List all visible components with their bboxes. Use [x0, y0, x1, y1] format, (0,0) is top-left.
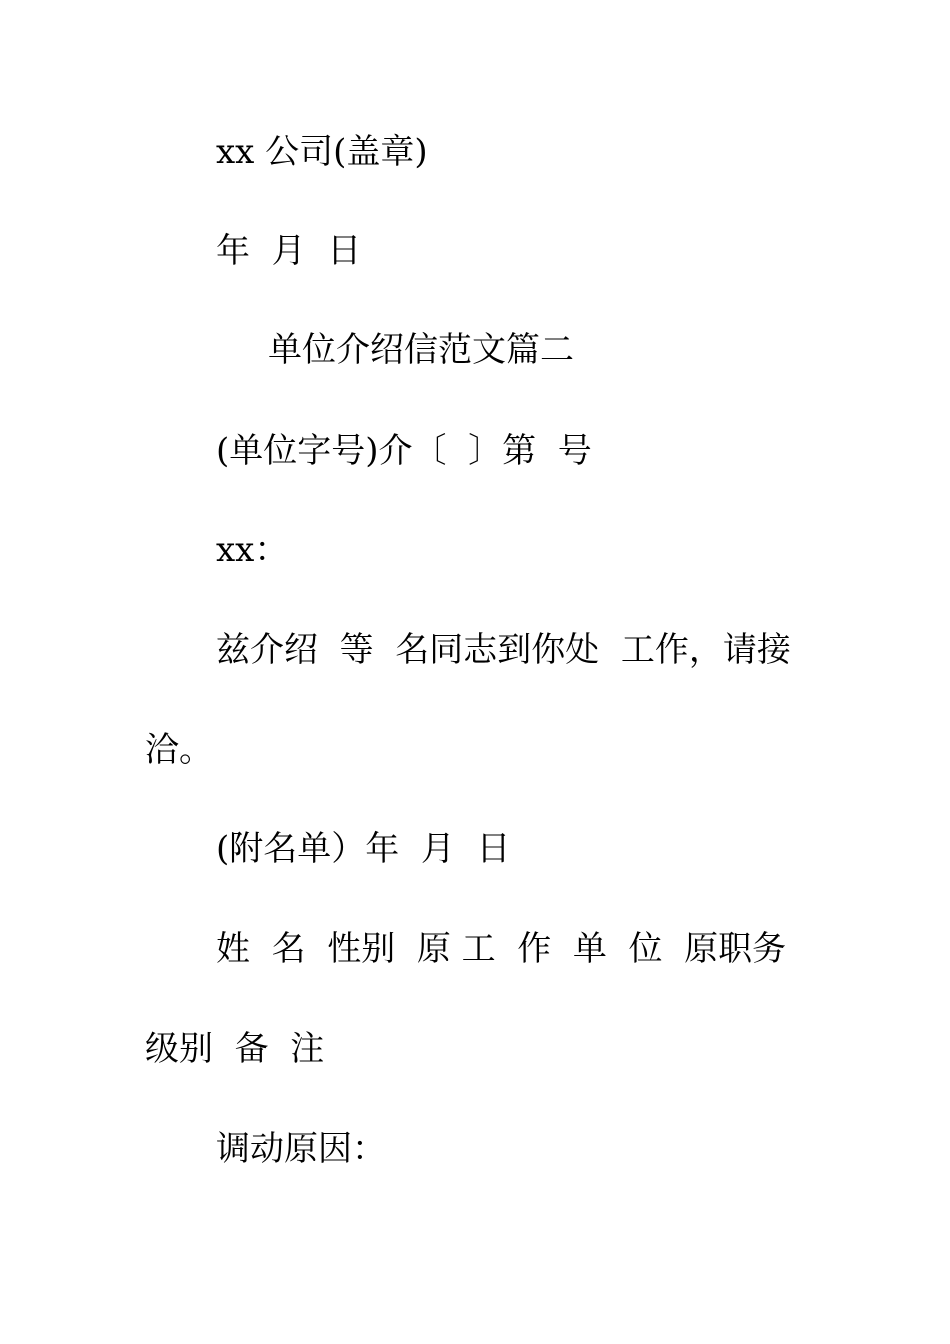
roster-header-continuation: 级别 备 注	[145, 1029, 325, 1069]
body-paragraph-line: 兹介绍 等 名同志到你处 工作，请接	[216, 630, 791, 670]
body-paragraph-continuation: 洽。	[145, 730, 213, 770]
section-title: 单位介绍信范文篇二	[268, 330, 574, 370]
transfer-reason-line: 调动原因：	[216, 1129, 386, 1169]
date-line: 年 月 日	[216, 231, 362, 271]
company-seal-line: xx 公司(盖章)	[216, 132, 428, 172]
addressee-line: xx：	[216, 530, 289, 570]
reference-number-line: (单位字号)介〔 〕第 号	[216, 431, 592, 471]
attachment-date-line: (附名单）年 月 日	[216, 829, 511, 869]
roster-header-line: 姓 名 性别 原 工 作 单 位 原职务	[216, 929, 787, 969]
